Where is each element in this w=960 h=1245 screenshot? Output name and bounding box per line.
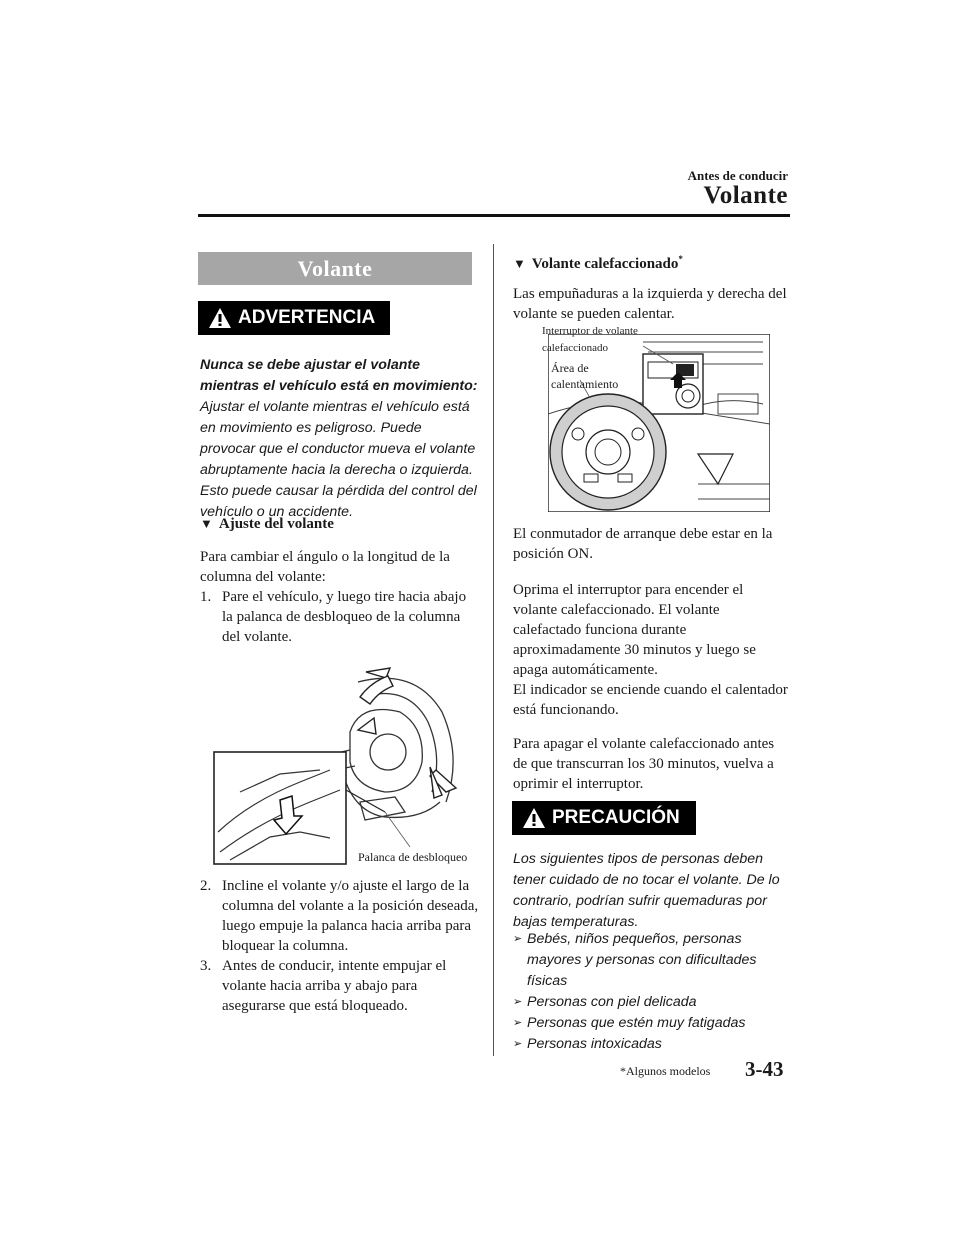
steps-list-1: [200, 587, 480, 647]
release-lever-illustration: [210, 662, 485, 872]
warning-icon: [208, 307, 232, 329]
heated-switch-label-text: Interruptor de volante calefaccionado: [542, 325, 638, 354]
arrow-bullet-icon: ➢: [513, 1038, 523, 1050]
caution-item-text: Bebés, niños pequeños, personas mayores y personas con dificultades físicas: [527, 931, 757, 989]
step-text: Incline el volante y/o ajuste el largo de la columna del volante a la posición deseada, luego empuje la palanca hacia arriba para bloquear la columna.: [222, 878, 479, 954]
caution-list: [513, 929, 793, 1055]
list-item: [513, 929, 793, 992]
list-item: [200, 956, 480, 1016]
heated-intro: Las empuñaduras a la izquierda y derecha del volante se pueden calentar.: [513, 286, 787, 322]
subheading-adjust: [200, 516, 334, 533]
warning-heading: Nunca se debe ajustar el volante mientras el vehículo está en movimiento:: [200, 357, 478, 394]
arrow-bullet-icon: ➢: [513, 933, 523, 945]
warning-badge: [198, 301, 390, 335]
caution-badge: [512, 801, 696, 835]
caution-item-text: Personas con piel delicada: [527, 994, 697, 1010]
warning-icon: [522, 807, 546, 829]
topic-title: Volante: [198, 252, 472, 285]
list-item: [513, 1034, 793, 1055]
header-divider: [198, 214, 790, 217]
section-title: Volante: [703, 182, 788, 209]
list-item: [200, 587, 480, 647]
caution-item-text: Personas que estén muy fatigadas: [527, 1015, 746, 1031]
caution-label: PRECAUCIÓN: [552, 807, 680, 828]
heated-switch-label: [542, 323, 652, 357]
heating-area-label: [551, 360, 635, 392]
operation-paragraph: Oprima el interruptor para encender el volante calefaccionado. El volante calefactado funciona durante aproximadamente 30 minutos y luego se apaga automáticamente.: [513, 582, 756, 678]
adjust-intro: Para cambiar el ángulo o la longitud de la columna del volante:: [200, 549, 450, 585]
arrow-bullet-icon: ➢: [513, 1017, 523, 1029]
subheading-heated-label: Volante calefaccionado: [531, 256, 679, 272]
step-number: 3.: [200, 958, 212, 974]
warning-text: Ajustar el volante mientras el vehículo está en movimiento es peligroso. Puede provocar que el conductor mueva el volante abruptamente hacia la derecha o izquierda. Esto puede causar la pérdida del control del vehículo o un accidente.: [200, 399, 477, 520]
column-divider: [493, 244, 494, 1056]
warning-label: ADVERTENCIA: [238, 307, 376, 328]
step-number: 2.: [200, 878, 212, 894]
caution-text: Los siguientes tipos de personas deben tener cuidado de no tocar el volante. De lo contrario, podrían sufrir quemaduras por bajas temperaturas.: [513, 851, 780, 930]
subheading-adjust-label: Ajuste del volante: [218, 516, 334, 532]
step-text: Antes de conducir, intente empujar el volante hacia arriba y abajo para asegurarse que está bloqueado.: [222, 958, 447, 1014]
chapter-title: Antes de conducir: [687, 168, 788, 183]
triangle-marker-icon: ▼: [513, 256, 526, 271]
some-models-mark: *: [678, 254, 683, 264]
subheading-heated: [513, 254, 683, 273]
indicator-paragraph: El indicador se enciende cuando el calentador está funcionando.: [513, 682, 788, 718]
step-number: 1.: [200, 589, 212, 605]
list-item: [200, 876, 480, 956]
list-item: [513, 992, 793, 1013]
release-lever-label: Palanca de desbloqueo: [358, 850, 468, 864]
turn-off-text: Para apagar el volante calefaccionado antes de que transcurran los 30 minutos, vuelva a oprimir el interruptor.: [513, 736, 775, 792]
operation-text: [513, 580, 788, 720]
ignition-note: El conmutador de arranque debe estar en la posición ON.: [513, 526, 773, 562]
page-number: 3-43: [745, 1057, 784, 1081]
heating-area-label-text: Área de calentamiento: [551, 361, 619, 391]
arrow-bullet-icon: ➢: [513, 996, 523, 1008]
triangle-marker-icon: ▼: [200, 516, 213, 531]
steps-list-2: [200, 876, 480, 1016]
footnote-models: *Algunos modelos: [620, 1064, 711, 1078]
step-text: Pare el vehículo, y luego tire hacia abajo la palanca de desbloqueo de la columna del volante.: [222, 589, 467, 645]
caution-item-text: Personas intoxicadas: [527, 1036, 662, 1052]
list-item: [513, 1013, 793, 1034]
